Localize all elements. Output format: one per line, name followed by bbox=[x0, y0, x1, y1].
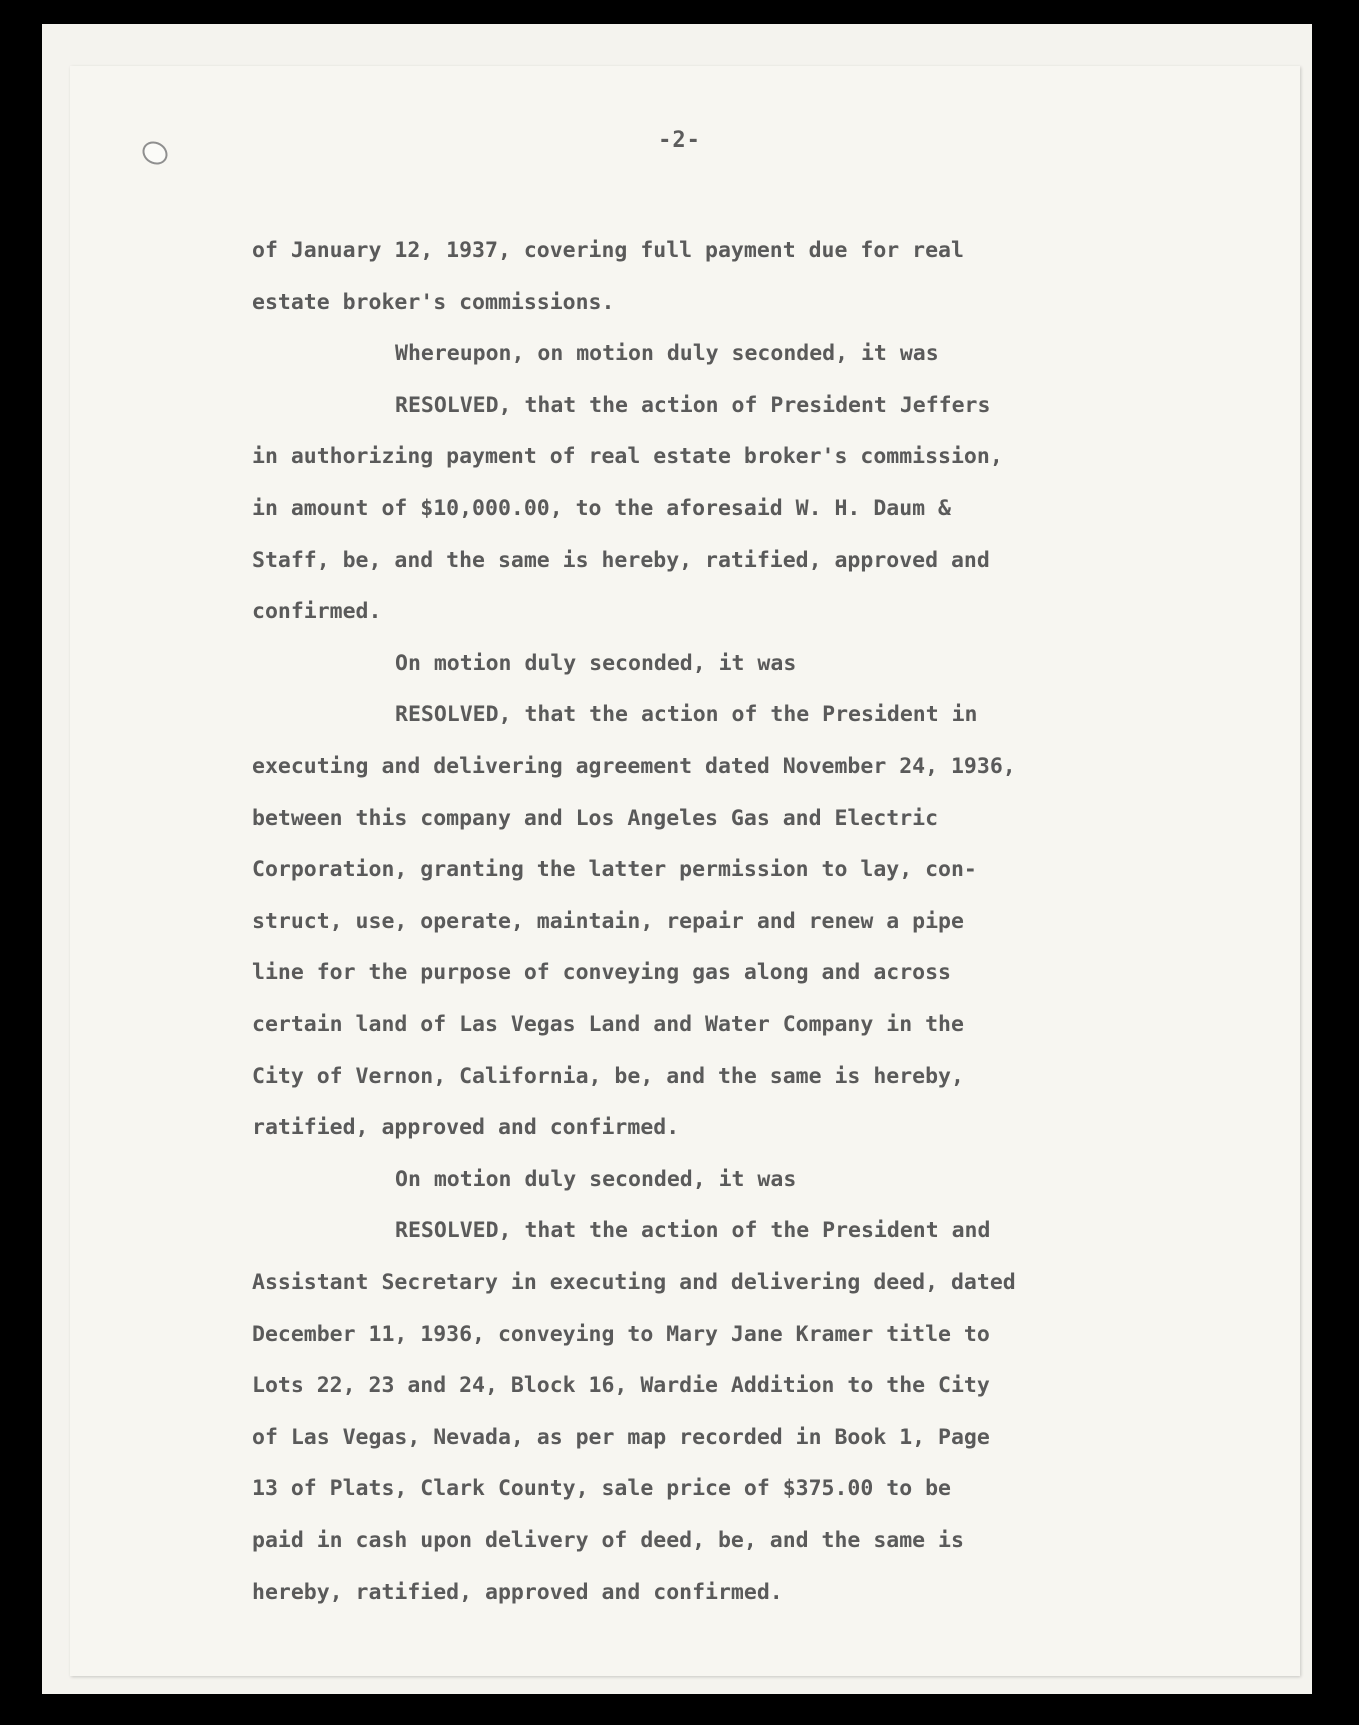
text-line: confirmed. bbox=[252, 599, 382, 625]
text-line: Lots 22, 23 and 24, Block 16, Wardie Addition to the City bbox=[252, 1373, 990, 1399]
text-line: between this company and Los Angeles Gas and Electric bbox=[252, 805, 939, 831]
text-line: certain land of Las Vegas Land and Water Company in the bbox=[252, 1012, 964, 1037]
text-line: 13 of Plats, Clark County, sale price of $375.00 to be bbox=[252, 1476, 951, 1502]
page-number: -2- bbox=[658, 128, 701, 153]
text-line: Staff, be, and the same is hereby, ratified, approved and bbox=[252, 547, 990, 573]
text-line: December 11, 1936, conveying to Mary Jane Kramer title to bbox=[252, 1321, 990, 1347]
text-line: of January 12, 1937, covering full payment due for real bbox=[252, 238, 964, 263]
text-line: executing and delivering agreement dated November 24, 1936, bbox=[252, 754, 1016, 779]
text-line: of Las Vegas, Nevada, as per map recorded in Book 1, Page bbox=[252, 1424, 990, 1450]
text-line: in amount of $10,000.00, to the aforesaid W. H. Daum & bbox=[252, 496, 951, 521]
document-body bbox=[252, 0, 1016, 1605]
text-line: On motion duly seconded, it was bbox=[395, 650, 797, 676]
text-line: RESOLVED, that the action of the President and bbox=[395, 1218, 991, 1244]
text-line: hereby, ratified, approved and confirmed. bbox=[252, 1579, 783, 1605]
text-line: Corporation, granting the latter permission to lay, con- bbox=[252, 857, 977, 883]
text-line: ratified, approved and confirmed. bbox=[252, 1115, 680, 1141]
text-line: paid in cash upon delivery of deed, be, and the same is bbox=[252, 1528, 964, 1553]
text-line: in authorizing payment of real estate broker's commission, bbox=[252, 444, 1003, 470]
text-line: On motion duly seconded, it was bbox=[395, 1166, 797, 1192]
text-line: line for the purpose of conveying gas along and across bbox=[252, 960, 951, 986]
text-line: struct, use, operate, maintain, repair and renew a pipe bbox=[252, 908, 964, 934]
text-line: estate broker's commissions. bbox=[252, 289, 615, 315]
text-line: RESOLVED, that the action of President Jeffers bbox=[395, 392, 991, 418]
text-line: RESOLVED, that the action of the President in bbox=[395, 702, 978, 728]
text-line: Whereupon, on motion duly seconded, it was bbox=[395, 341, 939, 367]
text-line: City of Vernon, California, be, and the same is hereby, bbox=[252, 1063, 964, 1089]
text-line: Assistant Secretary in executing and delivering deed, dated bbox=[252, 1270, 1016, 1295]
